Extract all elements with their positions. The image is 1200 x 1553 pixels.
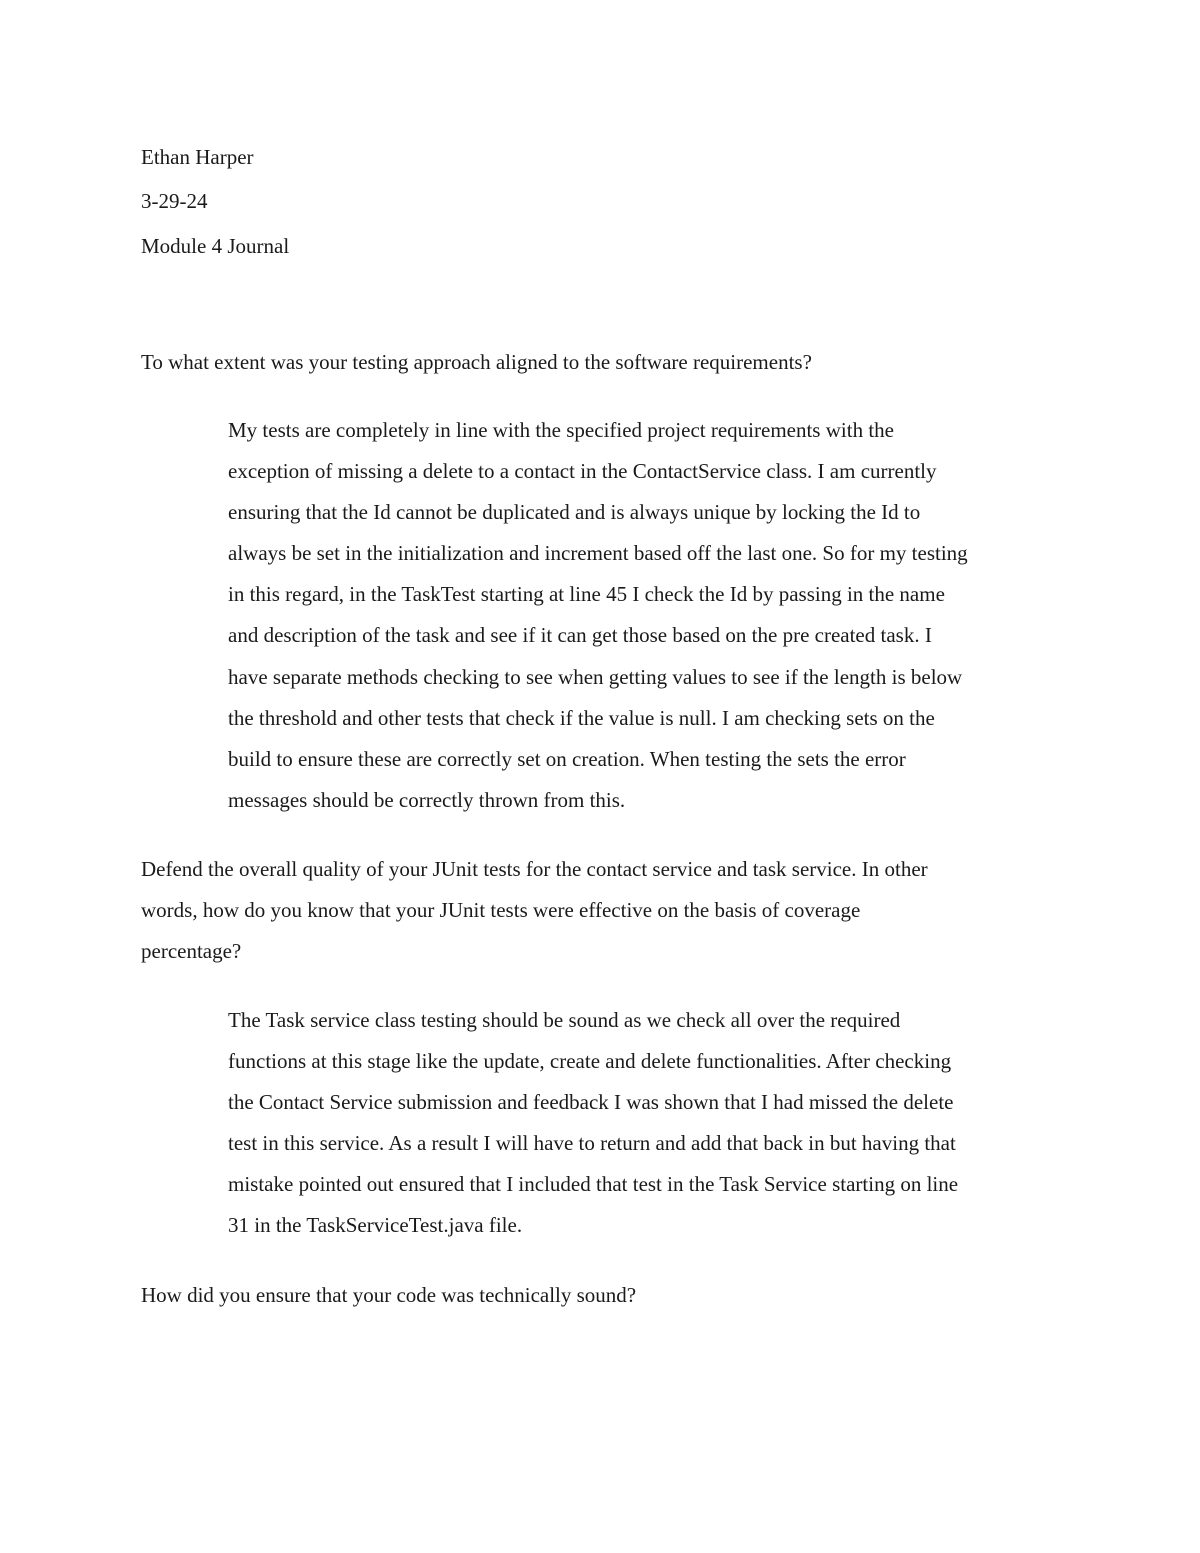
answer-1 bbox=[228, 410, 1068, 821]
answer-line: exception of missing a delete to a contact in the ContactService class. I am currently bbox=[228, 459, 937, 484]
answer-line: messages should be correctly thrown from this. bbox=[228, 787, 626, 812]
answer-line: build to ensure these are correctly set on creation. When testing the sets the error bbox=[228, 746, 906, 771]
question-line: To what extent was your testing approach aligned to the software requirements? bbox=[141, 350, 812, 374]
question-line: percentage? bbox=[141, 939, 242, 963]
question-line: How did you ensure that your code was technically sound? bbox=[141, 1283, 637, 1307]
answer-line: The Task service class testing should be sound as we check all over the required bbox=[228, 1008, 901, 1032]
question-2 bbox=[141, 849, 1061, 972]
answer-line: mistake pointed out ensured that I included that test in the Task Service starting on line bbox=[228, 1172, 959, 1197]
answer-line: ensuring that the Id cannot be duplicated and is always unique by locking the Id to bbox=[228, 500, 921, 525]
answer-line: test in this service. As a result I will have to return and add that back in but having that bbox=[228, 1131, 956, 1156]
answer-line: functions at this stage like the update, create and delete functionalities. After checking bbox=[228, 1049, 952, 1074]
answer-2 bbox=[228, 1000, 1068, 1247]
question-1 bbox=[141, 342, 1061, 383]
question-3 bbox=[141, 1275, 1061, 1316]
answer-line: the Contact Service submission and feedback I was shown that I had missed the delete bbox=[228, 1090, 954, 1115]
document-title: Module 4 Journal bbox=[141, 234, 290, 258]
author-name: Ethan Harper bbox=[141, 145, 254, 169]
answer-line: My tests are completely in line with the specified project requirements with the bbox=[228, 418, 894, 442]
answer-line: have separate methods checking to see when getting values to see if the length is below bbox=[228, 664, 963, 689]
answer-line: in this regard, in the TaskTest starting at line 45 I check the Id by passing in the name bbox=[228, 582, 945, 607]
document-date: 3-29-24 bbox=[141, 189, 208, 213]
answer-line: always be set in the initialization and increment based off the last one. So for my testing bbox=[228, 541, 968, 566]
question-line: Defend the overall quality of your JUnit tests for the contact service and task service. In other bbox=[141, 857, 928, 881]
answer-line: 31 in the TaskServiceTest.java file. bbox=[228, 1213, 523, 1238]
answer-line: and description of the task and see if it can get those based on the pre created task. I bbox=[228, 623, 932, 648]
question-line: words, how do you know that your JUnit tests were effective on the basis of coverage bbox=[141, 898, 861, 922]
answer-line: the threshold and other tests that check if the value is null. I am checking sets on the bbox=[228, 705, 935, 730]
